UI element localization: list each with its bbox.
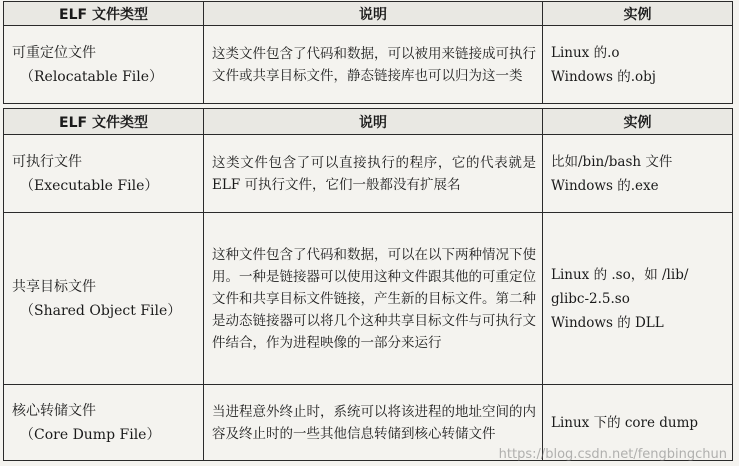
example-item: Linux 下的 core dump [551,414,699,431]
table-header-row [4,109,733,135]
type-name-cn: 可执行文件 [12,153,82,170]
description-cell: 这类文件包含了代码和数据，可以被用来链接成可执行文件或共享目标文件，静态链接库也可以归为这一类 [204,26,543,104]
header-description: 说明 [204,109,543,135]
header-description: 说明 [204,2,543,26]
table-row [4,26,733,104]
description-cell: 当进程意外终止时，系统可以将该进程的地址空间的内容及终止时的一些其他信息转储到核心转储文件 [204,385,543,461]
type-cell [4,385,204,461]
type-name-cn: 共享目标文件 [12,278,96,295]
example-cell [543,26,733,104]
elf-types-table-1 [3,1,733,104]
type-cell [4,213,204,385]
header-example: 实例 [543,109,733,135]
example-item: Windows 的.exe [551,177,659,194]
type-name-cn: 核心转储文件 [12,402,96,419]
header-type: ELF 文件类型 [4,2,204,26]
example-cell [543,213,733,385]
elf-types-table-2 [3,108,733,461]
table-header-row [4,2,733,26]
example-cell [543,135,733,213]
type-name-en: （Relocatable File） [20,68,164,85]
example-item: Windows 的 DLL [551,314,664,331]
type-name-en: （Executable File） [20,177,159,194]
example-item: Windows 的.obj [551,68,656,85]
table-row [4,135,733,213]
table-row [4,213,733,385]
description-cell: 这种文件包含了代码和数据，可以在以下两种情况下使用。一种是链接器可以使用这种文件跟其他的可重定位文件和共享目标文件链接，产生新的目标文件。第二种是动态链接器可以将几个这种共享目标文件与可执行文件结合，作为进程映像的一部分来运行 [204,213,543,385]
example-item: Linux 的 .so，如 /lib/ [551,266,689,283]
header-type: ELF 文件类型 [4,109,204,135]
type-cell [4,26,204,104]
type-cell [4,135,204,213]
description-cell: 这类文件包含了可以直接执行的程序，它的代表就是 ELF 可执行文件，它们一般都没有扩展名 [204,135,543,213]
header-example: 实例 [543,2,733,26]
example-item: glibc-2.5.so [551,290,630,307]
watermark: https://blog.csdn.net/fengbingchun [498,447,727,462]
example-item: Linux 的.o [551,44,620,61]
type-name-en: （Shared Object File） [20,302,182,319]
type-name-en: （Core Dump File） [20,426,161,443]
type-name-cn: 可重定位文件 [12,44,96,61]
example-item: 比如/bin/bash 文件 [551,153,673,170]
